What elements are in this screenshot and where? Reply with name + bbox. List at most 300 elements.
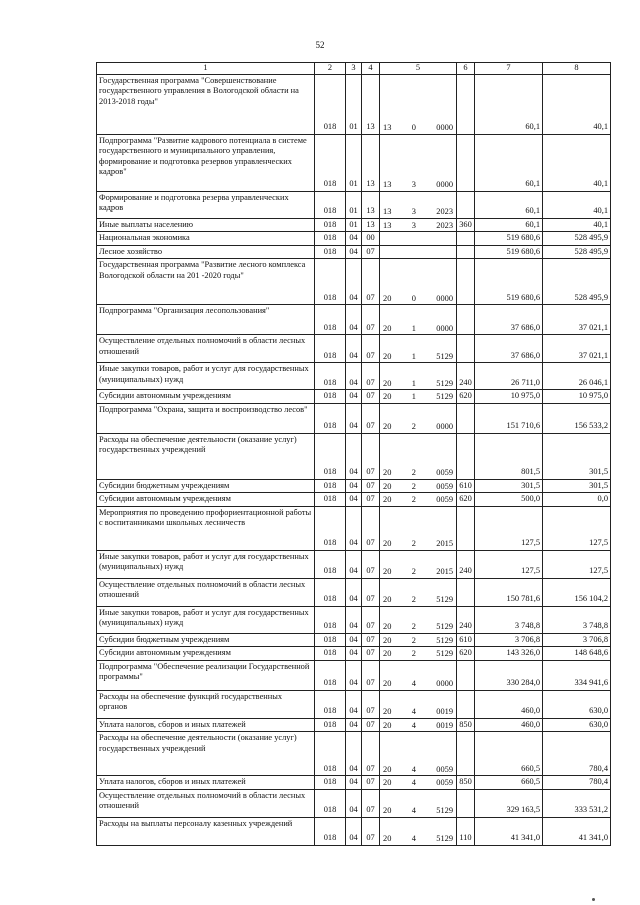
cell-value-7: 519 680,6 [475,245,543,259]
cell-csr [380,479,457,493]
cell-csr [380,647,457,661]
row-name: Лесное хозяйство [97,245,315,259]
table-row [97,259,611,305]
csr-code [380,636,456,647]
cell-value-7: 519 680,6 [475,259,543,305]
cell-ved: 018 [315,259,346,305]
cell-ved: 018 [315,789,346,817]
cell-ved: 018 [315,732,346,776]
table-row [97,479,611,493]
cell-pr: 07 [362,606,380,633]
cell-vr [457,134,475,191]
csr-program: 20 [383,707,392,716]
cell-value-8: 37 021,1 [543,305,611,335]
table-row [97,74,611,134]
row-name: Субсидии автономным учреждениям [97,493,315,507]
cell-ved: 018 [315,433,346,479]
table-row [97,305,611,335]
cell-ved: 018 [315,390,346,404]
cell-vr: 850 [457,776,475,790]
csr-program: 20 [383,323,392,333]
cell-value-7: 41 341,0 [475,817,543,845]
table-row [97,363,611,390]
cell-vr: 620 [457,493,475,507]
csr-code [380,392,456,403]
cell-rz: 04 [346,732,362,776]
csr-direction: 0000 [436,422,453,431]
cell-value-8: 3 706,8 [543,633,611,647]
cell-ved: 018 [315,647,346,661]
csr-program: 20 [383,635,392,645]
csr-subprogram: 4 [411,764,416,774]
cell-rz: 01 [346,191,362,218]
row-name: Иные закупки товаров, работ и услуг для государственных (муниципальных) нужд [97,550,315,578]
cell-ved: 018 [315,606,346,633]
header-col-6: 6 [457,63,475,75]
csr-code [380,482,456,493]
cell-pr: 07 [362,660,380,690]
csr-direction: 0000 [436,180,453,189]
csr-direction: 5129 [436,806,453,815]
cell-value-8: 156 104,2 [543,578,611,606]
csr-code [380,649,456,660]
scan-dot [592,898,595,901]
row-name: Иные закупки товаров, работ и услуг для государственных (муниципальных) нужд [97,363,315,390]
cell-vr: 620 [457,647,475,661]
cell-vr [457,403,475,433]
table-row [97,578,611,606]
cell-pr: 13 [362,218,380,232]
cell-pr: 07 [362,817,380,845]
cell-rz: 04 [346,245,362,259]
cell-value-7: 26 711,0 [475,363,543,390]
cell-pr: 07 [362,479,380,493]
cell-rz: 04 [346,789,362,817]
csr-code [380,207,456,218]
row-name: Подпрограмма "Организация лесопользования" [97,305,315,335]
cell-csr [380,718,457,732]
cell-vr [457,660,475,690]
row-name: Мероприятия по проведению профориентационной работы с воспитанниками школьных лесничеств [97,506,315,550]
table-row [97,390,611,404]
cell-vr [457,433,475,479]
row-name: Расходы на обеспечение деятельности (оказание услуг) государственных учреждений [97,433,315,479]
csr-code [380,294,456,305]
cell-value-7: 660,5 [475,776,543,790]
cell-pr: 07 [362,633,380,647]
cell-csr [380,74,457,134]
cell-vr [457,232,475,246]
cell-value-7: 329 163,5 [475,789,543,817]
csr-program: 20 [383,834,392,843]
cell-rz: 04 [346,305,362,335]
cell-vr: 610 [457,633,475,647]
cell-value-8: 41 341,0 [543,817,611,845]
csr-subprogram: 2 [411,422,416,431]
cell-rz: 04 [346,335,362,363]
table-row [97,493,611,507]
cell-value-7: 330 284,0 [475,660,543,690]
csr-program: 13 [383,180,392,189]
row-name: Формирование и подготовка резерва управленческих кадров [97,191,315,218]
cell-vr [457,245,475,259]
cell-pr: 07 [362,259,380,305]
cell-ved: 018 [315,363,346,390]
row-name: Подпрограмма "Развитие кадрового потенциала в системе государственного и муниципального управления, формирование и подготовка резервов управленческих кадров" [97,134,315,191]
cell-rz: 04 [346,690,362,718]
row-name: Субсидии автономным учреждениям [97,647,315,661]
table-row [97,776,611,790]
cell-ved: 018 [315,776,346,790]
cell-ved: 018 [315,479,346,493]
row-name: Субсидии автономным учреждениям [97,390,315,404]
table-row [97,660,611,690]
cell-pr: 13 [362,134,380,191]
cell-value-8: 0,0 [543,493,611,507]
table-row [97,433,611,479]
cell-csr [380,493,457,507]
csr-direction: 0000 [436,123,453,132]
cell-rz: 04 [346,506,362,550]
cell-vr: 240 [457,606,475,633]
cell-vr: 610 [457,479,475,493]
cell-value-8: 333 531,2 [543,789,611,817]
cell-pr: 07 [362,403,380,433]
csr-program: 20 [383,422,392,431]
csr-subprogram: 4 [411,720,416,730]
cell-vr [457,690,475,718]
csr-program: 20 [383,378,392,388]
csr-program: 20 [383,495,392,504]
cell-ved: 018 [315,817,346,845]
csr-direction: 0019 [436,707,453,716]
cell-ved: 018 [315,191,346,218]
header-col-5: 5 [380,63,457,75]
header-col-4: 4 [362,63,380,75]
csr-program: 20 [383,764,392,774]
csr-direction: 0000 [436,323,453,333]
table-row [97,633,611,647]
row-name: Государственная программа "Развитие лесного комплекса Вологодской области на 201 -2020 годы" [97,259,315,305]
cell-value-8: 3 748,8 [543,606,611,633]
header-col-3: 3 [346,63,362,75]
csr-subprogram: 1 [411,323,416,333]
cell-pr: 07 [362,363,380,390]
csr-program: 13 [383,207,392,216]
csr-code [380,778,456,789]
cell-vr [457,506,475,550]
csr-code [380,595,456,606]
csr-subprogram: 2 [411,539,416,548]
cell-pr: 07 [362,305,380,335]
csr-code [380,422,456,433]
csr-direction: 2023 [436,220,453,230]
csr-code [380,352,456,363]
row-name: Субсидии бюджетным учреждениям [97,479,315,493]
csr-code [380,123,456,134]
row-name: Осуществление отдельных полномочий в области лесных отношений [97,789,315,817]
cell-pr: 07 [362,390,380,404]
csr-subprogram: 2 [411,622,416,631]
cell-csr [380,218,457,232]
row-name: Подпрограмма "Обеспечение реализации Государственной программы" [97,660,315,690]
row-name: Национальная экономика [97,232,315,246]
cell-value-8: 10 975,0 [543,390,611,404]
cell-ved: 018 [315,335,346,363]
csr-direction: 5129 [436,378,453,388]
cell-value-7: 37 686,0 [475,305,543,335]
cell-pr: 07 [362,578,380,606]
header-col-1: 1 [97,63,315,75]
table-row [97,134,611,191]
cell-value-8: 40,1 [543,191,611,218]
table-row [97,550,611,578]
cell-ved: 018 [315,134,346,191]
table-row [97,403,611,433]
cell-csr [380,660,457,690]
cell-ved: 018 [315,305,346,335]
cell-value-7: 143 326,0 [475,647,543,661]
row-name: Осуществление отдельных полномочий в области лесных отношений [97,578,315,606]
row-name: Расходы на обеспечение деятельности (оказание услуг) государственных учреждений [97,732,315,776]
csr-code [380,180,456,191]
csr-subprogram: 1 [411,392,416,401]
csr-program: 20 [383,293,392,303]
cell-value-8: 40,1 [543,134,611,191]
cell-csr [380,259,457,305]
csr-program: 20 [383,649,392,658]
csr-direction: 5129 [436,635,453,645]
cell-ved: 018 [315,660,346,690]
cell-csr [380,232,457,246]
cell-pr: 13 [362,74,380,134]
cell-rz: 04 [346,433,362,479]
cell-csr [380,606,457,633]
csr-code [380,806,456,817]
cell-rz: 01 [346,74,362,134]
cell-value-7: 60,1 [475,74,543,134]
row-name: Уплата налогов, сборов и иных платежей [97,718,315,732]
cell-value-7: 127,5 [475,506,543,550]
cell-rz: 04 [346,479,362,493]
cell-value-8: 127,5 [543,550,611,578]
csr-subprogram: 4 [411,834,416,843]
cell-pr: 07 [362,690,380,718]
table-row [97,506,611,550]
cell-value-7: 3 748,8 [475,606,543,633]
csr-program: 20 [383,720,392,730]
cell-value-7: 301,5 [475,479,543,493]
cell-csr [380,390,457,404]
csr-direction: 2015 [436,539,453,548]
cell-rz: 04 [346,390,362,404]
csr-subprogram: 3 [411,180,416,189]
cell-rz: 04 [346,817,362,845]
csr-code [380,379,456,390]
csr-direction: 0059 [436,481,453,491]
cell-rz: 04 [346,493,362,507]
cell-value-7: 127,5 [475,550,543,578]
row-name: Расходы на обеспечение функций государственных органов [97,690,315,718]
cell-value-7: 500,0 [475,493,543,507]
csr-direction: 2023 [436,207,453,216]
table-row [97,732,611,776]
csr-direction: 0059 [436,468,453,477]
cell-pr: 07 [362,718,380,732]
row-name: Субсидии бюджетным учреждениям [97,633,315,647]
table-row [97,245,611,259]
csr-direction: 0059 [436,778,453,787]
csr-subprogram: 2 [411,635,416,645]
cell-vr: 620 [457,390,475,404]
cell-value-8: 780,4 [543,776,611,790]
cell-ved: 018 [315,718,346,732]
csr-subprogram: 2 [411,595,416,604]
csr-program: 20 [383,622,392,631]
cell-value-8: 528 495,9 [543,245,611,259]
cell-vr: 110 [457,817,475,845]
cell-rz: 04 [346,647,362,661]
cell-pr: 07 [362,506,380,550]
cell-csr [380,191,457,218]
cell-rz: 04 [346,259,362,305]
cell-ved: 018 [315,232,346,246]
cell-csr [380,776,457,790]
cell-ved: 018 [315,493,346,507]
csr-program: 20 [383,595,392,604]
csr-program: 20 [383,806,392,815]
cell-value-8: 156 533,2 [543,403,611,433]
cell-vr: 240 [457,363,475,390]
table-row [97,232,611,246]
csr-subprogram: 0 [411,123,416,132]
table-row [97,817,611,845]
cell-pr: 07 [362,732,380,776]
header-col-8: 8 [543,63,611,75]
csr-subprogram: 4 [411,707,416,716]
cell-value-7: 460,0 [475,690,543,718]
header-col-2: 2 [315,63,346,75]
cell-value-7: 150 781,6 [475,578,543,606]
csr-program: 20 [383,392,392,401]
table-row [97,690,611,718]
cell-value-7: 151 710,6 [475,403,543,433]
cell-ved: 018 [315,403,346,433]
cell-vr [457,789,475,817]
cell-value-8: 630,0 [543,690,611,718]
cell-pr: 07 [362,776,380,790]
csr-direction: 0019 [436,720,453,730]
csr-code [380,721,456,732]
csr-subprogram: 1 [411,351,416,361]
cell-vr [457,191,475,218]
cell-csr [380,305,457,335]
cell-csr [380,245,457,259]
csr-program: 20 [383,351,392,361]
cell-vr: 240 [457,550,475,578]
table-row [97,191,611,218]
cell-csr [380,578,457,606]
csr-subprogram: 0 [411,293,416,303]
cell-value-8: 127,5 [543,506,611,550]
cell-vr [457,732,475,776]
csr-direction: 5129 [436,834,453,843]
cell-pr: 00 [362,232,380,246]
csr-code [380,834,456,845]
cell-pr: 07 [362,493,380,507]
cell-value-8: 528 495,9 [543,259,611,305]
csr-code [380,707,456,718]
csr-code [380,622,456,633]
cell-value-8: 334 941,6 [543,660,611,690]
cell-rz: 04 [346,578,362,606]
cell-rz: 04 [346,718,362,732]
csr-program: 20 [383,778,392,787]
csr-subprogram: 1 [411,378,416,388]
cell-value-8: 40,1 [543,74,611,134]
cell-rz: 01 [346,134,362,191]
csr-direction: 5129 [436,351,453,361]
cell-pr: 07 [362,647,380,661]
cell-value-8: 148 648,6 [543,647,611,661]
csr-program: 20 [383,567,392,576]
cell-ved: 018 [315,506,346,550]
cell-vr [457,74,475,134]
cell-ved: 018 [315,74,346,134]
csr-subprogram: 3 [411,220,416,230]
csr-code [380,324,456,335]
cell-vr [457,305,475,335]
cell-vr: 360 [457,218,475,232]
csr-direction: 5129 [436,649,453,658]
csr-program: 20 [383,481,392,491]
cell-rz: 04 [346,660,362,690]
cell-value-8: 780,4 [543,732,611,776]
csr-subprogram: 4 [411,679,416,688]
page-number: 52 [315,40,325,50]
cell-ved: 018 [315,690,346,718]
cell-vr [457,335,475,363]
csr-program: 20 [383,679,392,688]
row-name: Иные закупки товаров, работ и услуг для государственных (муниципальных) нужд [97,606,315,633]
csr-direction: 5129 [436,595,453,604]
csr-program: 13 [383,123,392,132]
cell-vr [457,578,475,606]
csr-direction: 0000 [436,679,453,688]
cell-value-8: 528 495,9 [543,232,611,246]
cell-csr [380,633,457,647]
cell-value-8: 26 046,1 [543,363,611,390]
csr-code [380,221,456,232]
row-name: Иные выплаты населению [97,218,315,232]
csr-direction: 0059 [436,495,453,504]
row-name: Расходы на выплаты персоналу казенных учреждений [97,817,315,845]
csr-subprogram: 3 [411,207,416,216]
row-name: Подпрограмма "Охрана, защита и воспроизводство лесов" [97,403,315,433]
cell-value-7: 460,0 [475,718,543,732]
csr-program: 13 [383,220,392,230]
cell-rz: 04 [346,232,362,246]
table-row [97,218,611,232]
table-row [97,335,611,363]
cell-pr: 07 [362,335,380,363]
cell-value-8: 40,1 [543,218,611,232]
budget-table [96,62,611,846]
cell-value-7: 519 680,6 [475,232,543,246]
cell-rz: 04 [346,403,362,433]
cell-csr [380,335,457,363]
cell-csr [380,134,457,191]
